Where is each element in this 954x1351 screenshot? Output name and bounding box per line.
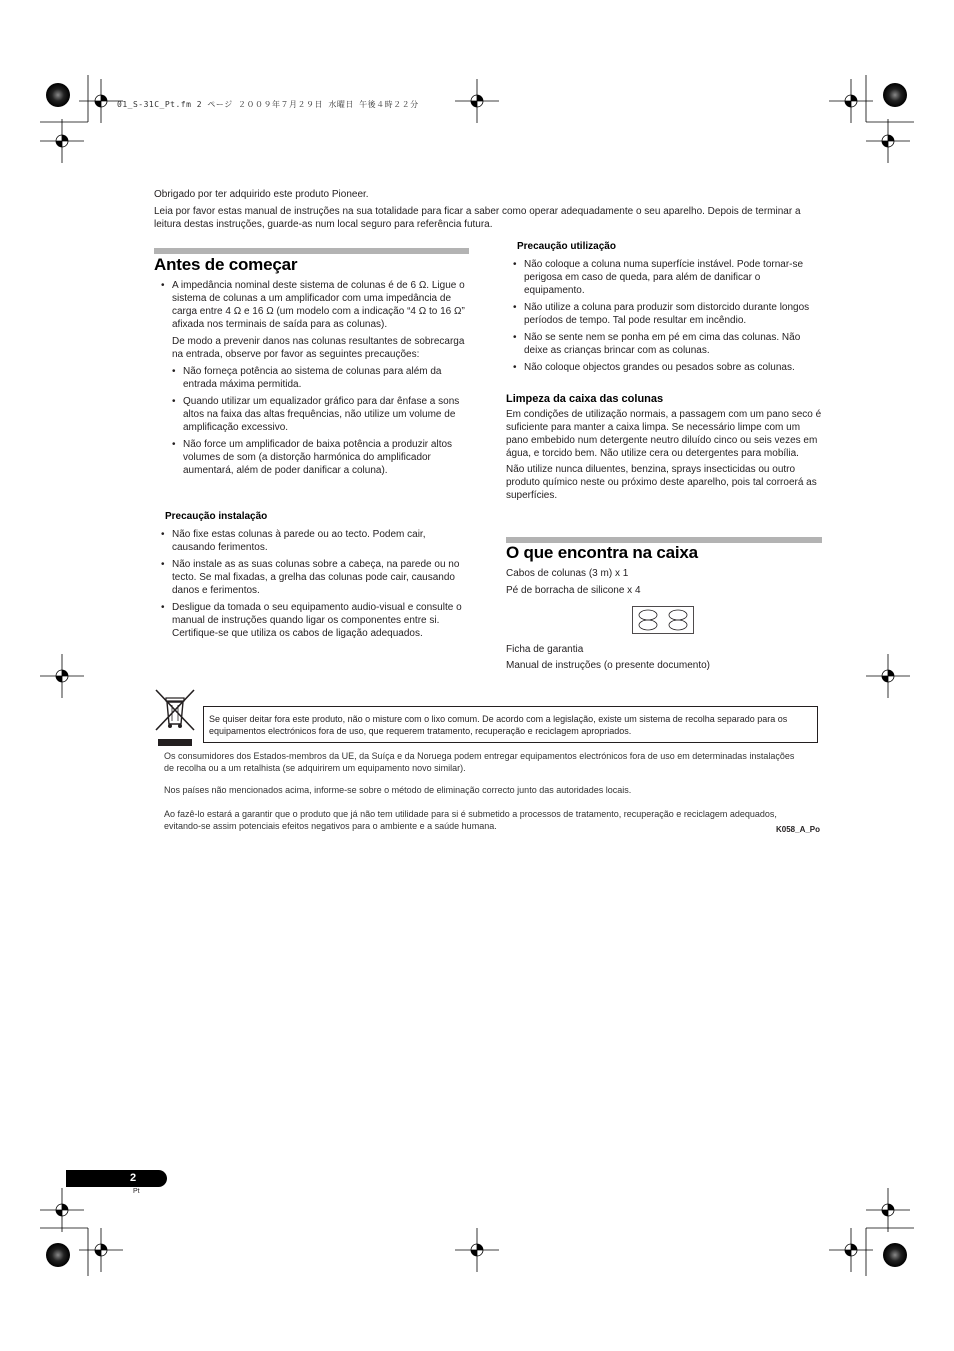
list-item: • Não coloque objectos grandes ou pesados sobre as colunas. [506, 361, 822, 374]
registration-mark-icon [46, 1243, 70, 1267]
language-code: Pt [133, 1188, 140, 1195]
crosshair-icon [40, 1188, 84, 1232]
crosshair-icon [79, 1228, 123, 1272]
crosshair-icon [829, 1228, 873, 1272]
heading-use: Precaução utilização [517, 241, 616, 252]
disposal-text: Ao fazê-lo estará a garantir que o produto que já não tem utilidade para si é submetido a processos de tratamento, recuperação e reciclagem adequados, evitando-se assim potenciais efeitos negativos para o ambiente e a saúde humana. [164, 809, 777, 831]
heading-install: Precaução instalação [165, 511, 268, 522]
box-item: Ficha de garantia [506, 644, 584, 655]
precaution-intro: De modo a prevenir danos nas colunas resultantes de sobrecarga na entrada, observe por favor as seguintes precauções: [172, 336, 465, 360]
section-bar [154, 248, 469, 254]
heading-clean: Limpeza da caixa das colunas [506, 393, 664, 405]
impedance-text: • A impedância nominal deste sistema de colunas é de 6 Ω. Ligue o sistema de colunas a um amplificador com uma impedância de carga entre 4 Ω e 16 Ω (um modelo com a indicação “4 Ω to 16 Ω” afixada nos terminais de saída para as colunas). [172, 280, 465, 330]
notice-code: K058_A_Po [776, 825, 821, 834]
clean-paragraph: Não utilize nunca diluentes, benzina, sprays insecticidas ou outro produto químico neste ou próximo deste aparelho, pois tal corroerá as superfícies. [506, 464, 817, 501]
crosshair-icon [866, 654, 910, 698]
box-item: Pé de borracha de silicone x 4 [506, 585, 641, 596]
clean-text [506, 408, 822, 502]
crosshair-icon [40, 119, 84, 163]
list-item [154, 279, 470, 477]
sub-list-item: • Quando utilizar um equalizador gráfico para dar ênfase a sons altos na faixa das altas frequências, não utilize um volume de amplificação excessivo. [172, 395, 470, 434]
weee-bin-icon [154, 688, 196, 746]
box-item: Manual de instruções (o presente documento) [506, 660, 711, 671]
install-list [154, 528, 470, 644]
crosshair-icon [829, 79, 873, 123]
rubber-feet-icon [632, 606, 694, 634]
intro-thanks: Obrigado por ter adquirido este produto Pioneer. [154, 189, 369, 200]
list-item: • Não coloque a coluna numa superfície instável. Pode tornar-se perigosa em caso de queda, para além de danificar o equipamento. [506, 258, 822, 297]
box-item: Cabos de colunas (3 m) x 1 [506, 568, 629, 579]
page-tab [66, 1170, 167, 1187]
crosshair-icon [455, 1228, 499, 1272]
list-item: • Não instale as as suas colunas sobre a cabeça, na parede ou no tecto. Se mal fixadas, a grelha das colunas pode cair, causando danos e ferimentos. [154, 558, 470, 597]
list-item: • Não fixe estas colunas à parede ou ao tecto. Podem cair, causando ferimentos. [154, 528, 470, 554]
crosshair-icon [455, 79, 499, 123]
disposal-notice-box: Se quiser deitar fora este produto, não o misture com o lixo comum. De acordo com a legislação, existe um sistema de recolha separado para os equipamentos electrónicos fora de uso, que requerem tratamento, recuperação e reciclagem apropriados. [203, 706, 818, 743]
list-item: • Não se sente nem se ponha em pé em cima das colunas. Não deixe as crianças brincar com as colunas. [506, 331, 822, 357]
registration-mark-icon [46, 83, 70, 107]
sub-list-item: • Não force um amplificador de baixa potência a produzir altos volumes de som (a distorção harmónica do amplificador aumentará, além de poder danificar a coluna). [172, 438, 470, 477]
registration-mark-icon [883, 83, 907, 107]
page-number: 2 [130, 1172, 137, 1184]
left-column [154, 279, 470, 481]
crosshair-icon [866, 1188, 910, 1232]
registration-mark-icon [883, 1243, 907, 1267]
sub-list-item: • Não forneça potência ao sistema de colunas para além da entrada máxima permitida. [172, 365, 470, 391]
disposal-text: Nos países não mencionados acima, informe-se sobre o método de eliminação correcto junto das autoridades locais. [164, 785, 632, 795]
crosshair-icon [866, 119, 910, 163]
crosshair-icon [40, 654, 84, 698]
heading-box: O que encontra na caixa [506, 543, 698, 562]
intro-read: Leia por favor estas manual de instruções na sua totalidade para ficar a saber como operar adequadamente o seu aparelho. Depois de terminar a leitura destas instruções, guarde-as num local seguro para referência futura. [154, 206, 801, 230]
disposal-text: Os consumidores dos Estados-membros da UE, da Suíça e da Noruega podem entregar equipamentos electrónicos fora de uso em determinadas instalações de recolha ou a um retalhista (se adquirirem um equipamento novo similar). [164, 751, 795, 773]
file-header: 01_S-31C_Pt.fm 2 ページ ２００９年７月２９日 水曜日 午後４時２２分 [117, 100, 419, 109]
use-list [506, 258, 822, 378]
list-item: • Desligue da tomada o seu equipamento audio-visual e consulte o manual de instruções quando ligar os componentes entre si. Certifique-se que utiliza os cabos de ligação adequados. [154, 601, 470, 640]
heading-antes: Antes de começar [154, 255, 298, 274]
clean-paragraph: Em condições de utilização normais, a passagem com um pano seco é suficiente para manter a caixa limpa. Se necessário limpe com um pano embebido num detergente neutro diluído cinco ou seis vezes em água, e torcido bem. Não utilize cera ou detergentes para mobília. [506, 409, 822, 459]
list-item: • Não utilize a coluna para produzir som distorcido durante longos períodos de tempo. Tal pode resultar em incêndio. [506, 301, 822, 327]
